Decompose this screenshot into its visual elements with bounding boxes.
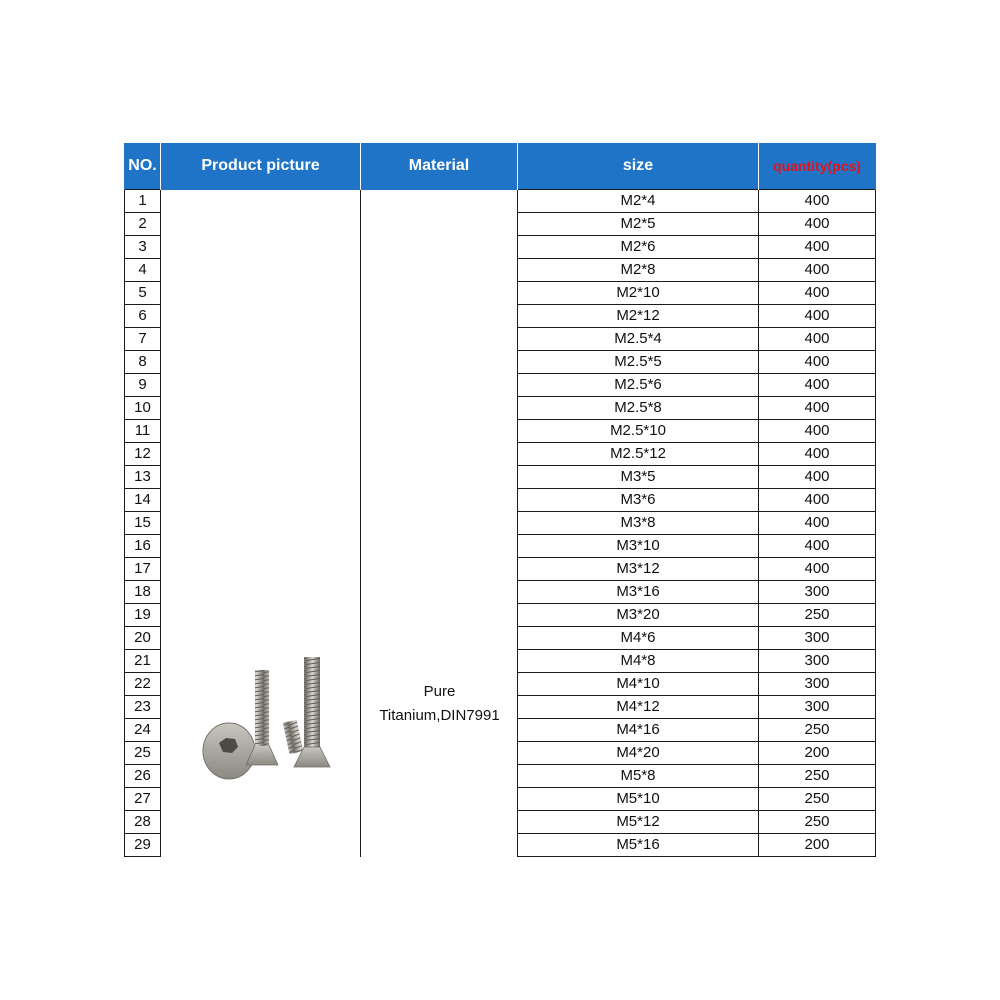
row-number: 27 — [125, 788, 161, 811]
row-number: 11 — [125, 420, 161, 443]
row-number: 26 — [125, 765, 161, 788]
row-number: 19 — [125, 604, 161, 627]
quantity-cell: 400 — [759, 397, 876, 420]
header-size: size — [518, 143, 759, 190]
row-number: 10 — [125, 397, 161, 420]
quantity-cell: 400 — [759, 236, 876, 259]
material-cell — [361, 190, 518, 857]
size-cell: M5*12 — [518, 811, 759, 834]
size-cell: M3*8 — [518, 512, 759, 535]
size-cell: M4*10 — [518, 673, 759, 696]
size-cell: M3*5 — [518, 466, 759, 489]
size-cell: M3*10 — [518, 535, 759, 558]
quantity-cell: 400 — [759, 466, 876, 489]
quantity-cell: 400 — [759, 558, 876, 581]
material-label — [361, 680, 518, 728]
quantity-cell: 400 — [759, 512, 876, 535]
size-cell: M2*12 — [518, 305, 759, 328]
quantity-cell: 200 — [759, 742, 876, 765]
quantity-cell: 400 — [759, 305, 876, 328]
row-number: 25 — [125, 742, 161, 765]
quantity-cell: 400 — [759, 190, 876, 213]
size-cell: M4*20 — [518, 742, 759, 765]
size-cell: M2.5*4 — [518, 328, 759, 351]
quantity-cell: 300 — [759, 673, 876, 696]
size-cell: M3*6 — [518, 489, 759, 512]
quantity-cell: 400 — [759, 489, 876, 512]
quantity-cell: 200 — [759, 834, 876, 857]
row-number: 21 — [125, 650, 161, 673]
size-cell: M2*10 — [518, 282, 759, 305]
row-number: 5 — [125, 282, 161, 305]
size-cell: M4*12 — [518, 696, 759, 719]
quantity-cell: 250 — [759, 811, 876, 834]
size-cell: M3*16 — [518, 581, 759, 604]
quantity-cell: 250 — [759, 765, 876, 788]
row-number: 16 — [125, 535, 161, 558]
size-cell: M4*16 — [518, 719, 759, 742]
quantity-cell: 300 — [759, 696, 876, 719]
size-cell: M2.5*5 — [518, 351, 759, 374]
quantity-cell: 400 — [759, 351, 876, 374]
size-cell: M5*16 — [518, 834, 759, 857]
row-number: 3 — [125, 236, 161, 259]
size-cell: M2.5*10 — [518, 420, 759, 443]
quantity-cell: 400 — [759, 282, 876, 305]
row-number: 1 — [125, 190, 161, 213]
row-number: 17 — [125, 558, 161, 581]
quantity-cell: 400 — [759, 420, 876, 443]
size-cell: M2*4 — [518, 190, 759, 213]
size-cell: M3*20 — [518, 604, 759, 627]
row-number: 18 — [125, 581, 161, 604]
quantity-cell: 400 — [759, 213, 876, 236]
row-number: 15 — [125, 512, 161, 535]
quantity-cell: 400 — [759, 328, 876, 351]
row-number: 12 — [125, 443, 161, 466]
header-product-picture: Product picture — [161, 143, 361, 190]
size-cell: M4*8 — [518, 650, 759, 673]
quantity-cell: 300 — [759, 581, 876, 604]
row-number: 7 — [125, 328, 161, 351]
row-number: 24 — [125, 719, 161, 742]
material-line-2: Titanium,DIN7991 — [379, 706, 500, 724]
quantity-cell: 400 — [759, 374, 876, 397]
size-cell: M2*8 — [518, 259, 759, 282]
quantity-cell: 250 — [759, 719, 876, 742]
row-number: 6 — [125, 305, 161, 328]
titanium-countersunk-screws-image — [166, 645, 356, 785]
size-cell: M2.5*8 — [518, 397, 759, 420]
spec-sheet — [124, 143, 875, 857]
header-no: NO. — [125, 143, 161, 190]
row-number: 13 — [125, 466, 161, 489]
size-cell: M3*12 — [518, 558, 759, 581]
table-body — [125, 190, 876, 857]
size-cell: M2*5 — [518, 213, 759, 236]
size-cell: M4*6 — [518, 627, 759, 650]
quantity-cell: 400 — [759, 443, 876, 466]
row-number: 4 — [125, 259, 161, 282]
material-line-1: Pure — [423, 682, 456, 700]
size-cell: M5*8 — [518, 765, 759, 788]
size-cell: M2.5*6 — [518, 374, 759, 397]
row-number: 23 — [125, 696, 161, 719]
row-number: 20 — [125, 627, 161, 650]
quantity-cell: 300 — [759, 627, 876, 650]
quantity-cell: 300 — [759, 650, 876, 673]
product-picture — [161, 190, 361, 857]
product-table — [124, 143, 876, 857]
size-cell: M5*10 — [518, 788, 759, 811]
header-quantity: quantity(pcs) — [759, 143, 876, 190]
table-row — [125, 190, 876, 213]
row-number: 8 — [125, 351, 161, 374]
size-cell: M2.5*12 — [518, 443, 759, 466]
product-picture-cell — [161, 193, 361, 853]
row-number: 22 — [125, 673, 161, 696]
row-number: 29 — [125, 834, 161, 857]
row-number: 9 — [125, 374, 161, 397]
header-material: Material — [361, 143, 518, 190]
row-number: 14 — [125, 489, 161, 512]
quantity-cell: 400 — [759, 259, 876, 282]
row-number: 28 — [125, 811, 161, 834]
row-number: 2 — [125, 213, 161, 236]
quantity-cell: 250 — [759, 604, 876, 627]
header-row — [125, 143, 876, 190]
size-cell: M2*6 — [518, 236, 759, 259]
quantity-cell: 400 — [759, 535, 876, 558]
quantity-cell: 250 — [759, 788, 876, 811]
